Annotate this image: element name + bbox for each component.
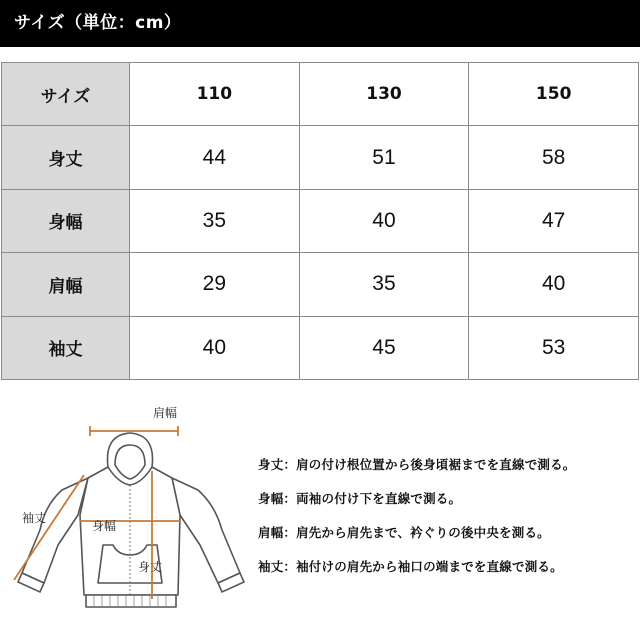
table-corner-label: サイズ [2,63,130,126]
note-body-width: 身幅：両袖の付け下を直線で測る。 [258,491,462,506]
table-cell: 40 [299,189,469,252]
row-label-shoulder: 肩幅 [2,253,130,316]
table-cell: 35 [299,253,469,316]
column-header-110: 110 [130,63,300,126]
size-table [1,62,639,380]
table-cell: 51 [299,126,469,189]
table-cell: 58 [469,126,639,189]
table-row [2,189,639,252]
column-header-150: 150 [469,63,639,126]
sleeve-length-label: 袖丈 [22,511,47,525]
column-header-130: 130 [299,63,469,126]
table-row [2,253,639,316]
table-cell: 45 [299,316,469,379]
body-length-label: 身丈 [138,560,163,574]
note-shoulder-width: 肩幅：肩先から肩先まで、衿ぐりの後中央を測る。 [258,525,550,540]
table-cell: 35 [130,189,300,252]
hoodie-measurement-diagram [0,395,250,640]
table-row [2,316,639,379]
note-sleeve-length: 袖丈：袖付けの肩先から袖口の端までを直線で測る。 [258,559,563,574]
table-row [2,126,639,189]
measurement-notes [258,455,638,591]
table-cell: 40 [469,253,639,316]
table-cell: 47 [469,189,639,252]
row-label-width: 身幅 [2,189,130,252]
body-width-label: 身幅 [92,519,117,533]
table-cell: 44 [130,126,300,189]
table-cell: 40 [130,316,300,379]
row-label-sleeve: 袖丈 [2,316,130,379]
table-cell: 29 [130,253,300,316]
row-label-length: 身丈 [2,126,130,189]
note-body-length: 身丈：肩の付け根位置から後身頃裾までを直線で測る。 [258,457,576,472]
table-cell: 53 [469,316,639,379]
table-header-row [2,63,639,126]
page-title: サイズ（単位：cm） [0,0,640,47]
shoulder-width-label: 肩幅 [153,406,178,420]
